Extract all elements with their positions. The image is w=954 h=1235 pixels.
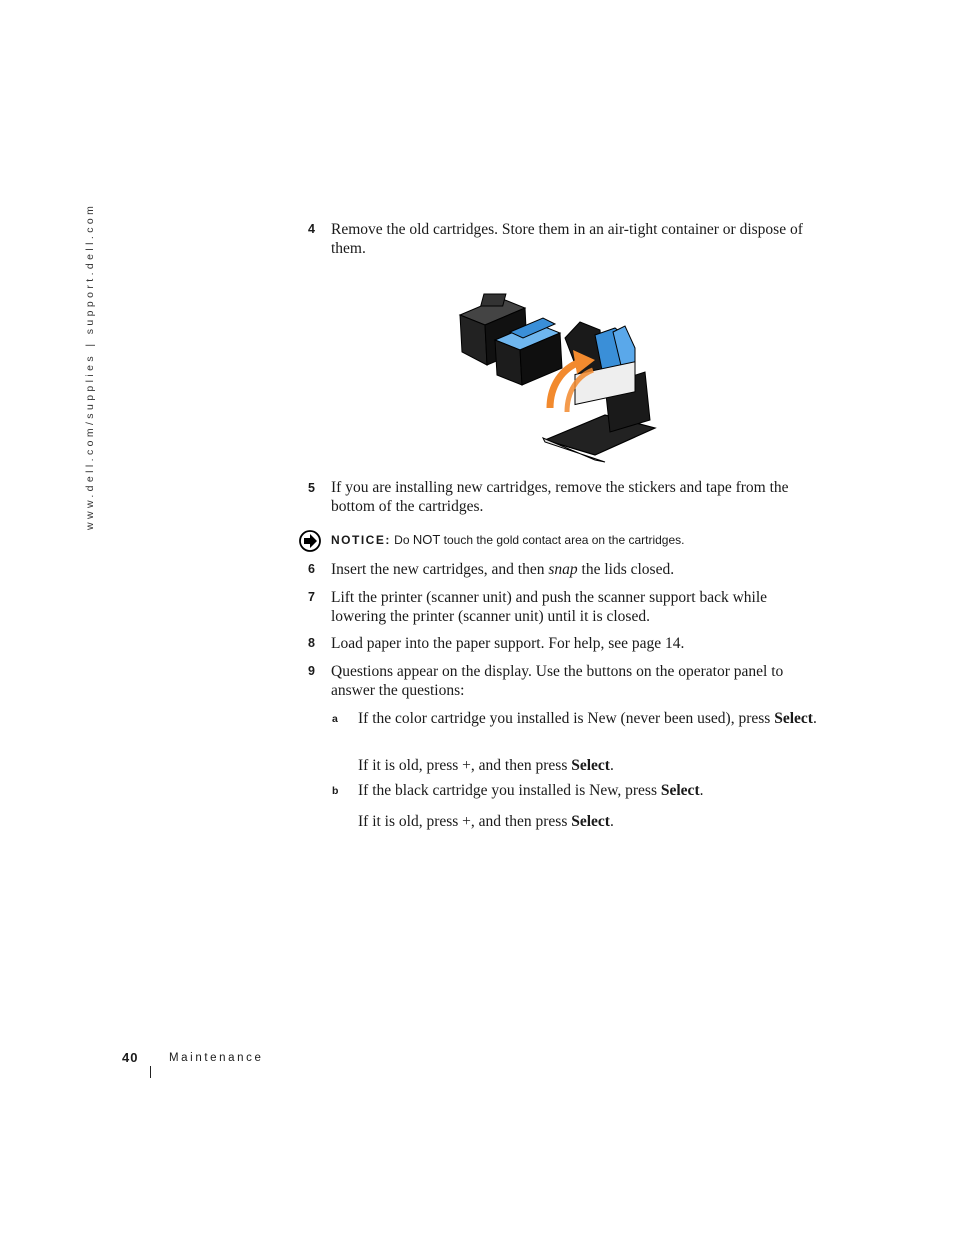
step-text: Lift the printer (scanner unit) and push the scanner support back while lowering the printer (scanner unit) until it is closed. (331, 589, 768, 625)
substep-text: If the color cartridge you installed is New (never been used), press Select. (358, 710, 817, 727)
sidebar-url: www.dell.com/supplies | support.dell.com (84, 202, 96, 530)
step-text: Insert the new cartridges, and then snap the lids closed. (331, 561, 675, 578)
notice-text: Do (390, 533, 413, 547)
cartridge-removal-illustration (455, 290, 665, 465)
key-name: Select (774, 710, 813, 727)
substep-text: If the black cartridge you installed is New, press Select. (358, 782, 704, 799)
section-title: Maintenance (169, 1052, 264, 1064)
emphasis: snap (548, 561, 578, 578)
key-name: Select (660, 782, 700, 799)
step-text: Remove the old cartridges. Store them in an air-tight container or dispose of them. (331, 221, 803, 257)
page-number: 40 (122, 1050, 139, 1065)
notice (331, 532, 684, 547)
substep-note: If it is old, press +, and then press Select. (358, 813, 614, 830)
notice-arrow-icon (298, 530, 322, 552)
footer-divider (150, 1066, 151, 1078)
step-number: 5 (308, 481, 315, 495)
notice-emphasis: NOT (412, 532, 441, 547)
notice-text: touch the gold contact area on the cartridges. (440, 533, 685, 547)
step-number: 6 (308, 562, 315, 576)
substep-letter: a (332, 713, 338, 725)
notice-label: NOTICE: (331, 533, 391, 547)
step-number: 8 (308, 636, 315, 650)
substep-letter: b (332, 785, 339, 797)
step-number: 4 (308, 222, 315, 236)
step-text: If you are installing new cartridges, remove the stickers and tape from the bottom of the cartridges. (331, 479, 789, 515)
step-number: 9 (308, 664, 315, 678)
step-text: Load paper into the paper support. For help, see page 14. (331, 635, 685, 652)
step-number: 7 (308, 590, 315, 604)
key-name: Select (571, 757, 610, 774)
key-name: Select (571, 813, 610, 830)
step-text: Questions appear on the display. Use the buttons on the operator panel to answer the questions: (331, 663, 784, 699)
substep-note: If it is old, press +, and then press Select. (358, 757, 614, 774)
